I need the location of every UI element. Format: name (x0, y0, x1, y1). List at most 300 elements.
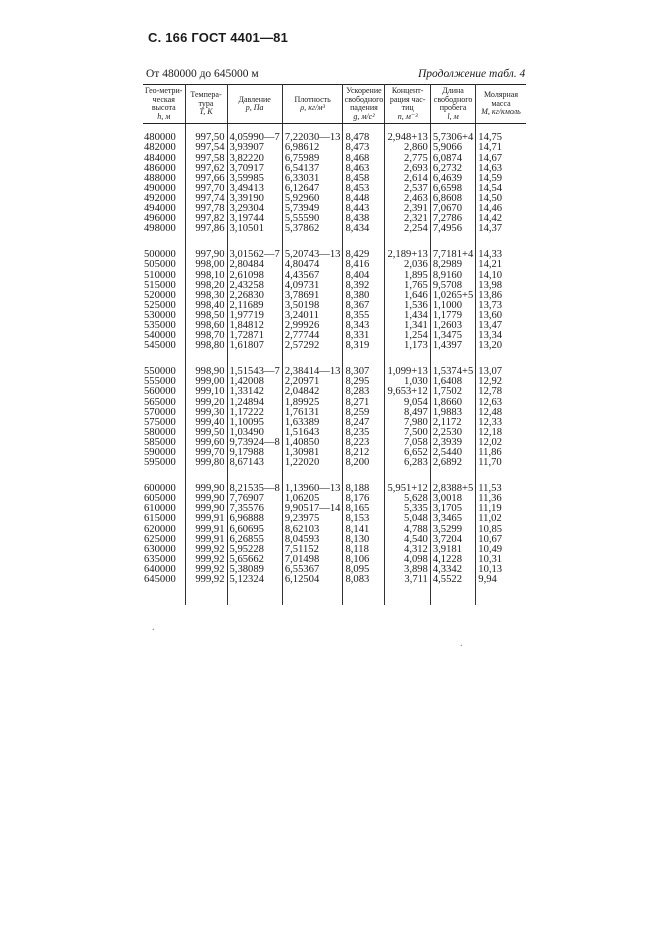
spacer-cell (143, 351, 185, 367)
cell-density: 7,01498 (282, 555, 343, 565)
cell-temperature: 999,80 (185, 458, 227, 468)
cell-pressure: 6,96888 (227, 514, 282, 524)
cell-molar-mass: 13,20 (478, 340, 503, 352)
cell-altitude: 496000 (143, 214, 185, 224)
cell-mean-free-path: 3,3465 (430, 514, 475, 524)
cell-gravity: 8,307 (343, 367, 385, 377)
header-molar-mass (476, 85, 526, 124)
cell-molar-mass: 11,86 (478, 447, 502, 458)
cell-mean-free-path: 5,9066 (430, 143, 475, 153)
cell-density: 6,54137 (282, 164, 343, 174)
cell-density: 1,76131 (282, 408, 343, 418)
cell-molar-mass: 14,46 (478, 203, 503, 215)
cell-density: 9,90517—14 (282, 504, 343, 514)
cell-concentration: 3,898 (385, 565, 430, 575)
spacer-cell (282, 234, 343, 250)
cell-temperature: 998,20 (185, 281, 227, 291)
cell-density: 5,37862 (282, 224, 343, 234)
cell-temperature: 998,80 (185, 341, 227, 351)
header-label: Давление (238, 94, 271, 104)
header-symbol: n, м⁻³ (397, 111, 418, 121)
cell-altitude: 560000 (143, 387, 185, 397)
cell-altitude: 575000 (143, 418, 185, 428)
cell-altitude: 500000 (143, 250, 185, 260)
cell-temperature: 999,91 (185, 514, 227, 524)
cell-temperature: 999,70 (185, 448, 227, 458)
spacer-cell (227, 468, 282, 484)
cell-temperature: 999,92 (185, 555, 227, 565)
cell-molar-mass: 10,67 (478, 533, 503, 545)
cell-altitude: 480000 (143, 133, 185, 143)
cell-molar-mass: 13,73 (478, 299, 503, 311)
cell-concentration: 1,646 (385, 291, 430, 301)
cell-mean-free-path: 4,1228 (430, 555, 475, 565)
spacer-cell (282, 468, 343, 484)
cell-pressure: 3,49413 (227, 184, 282, 194)
spacer-cell (185, 468, 227, 484)
cell-concentration: 2,693 (385, 164, 430, 174)
cell-gravity: 8,468 (343, 154, 385, 164)
cell-gravity: 8,295 (343, 377, 385, 387)
cell-molar-mass: 12,18 (478, 426, 503, 438)
cell-concentration: 4,540 (385, 535, 430, 545)
cell-density: 9,23975 (282, 514, 343, 524)
cell-temperature: 999,90 (185, 494, 227, 504)
cell-mean-free-path: 6,2732 (430, 164, 475, 174)
cell-altitude: 540000 (143, 331, 185, 341)
cell-molar-mass: 13,07 (478, 366, 503, 378)
cell-concentration: 9,653+12 (385, 387, 430, 397)
cell-molar-mass: 12,63 (478, 396, 503, 408)
cell-pressure: 3,10501 (227, 224, 282, 234)
header-symbol: T, К (199, 107, 213, 117)
cell-altitude: 494000 (143, 204, 185, 214)
spacer-cell (385, 585, 430, 605)
spacer-row (143, 585, 526, 605)
cell-concentration: 2,254 (385, 224, 430, 234)
cell-gravity: 8,448 (343, 194, 385, 204)
cell-pressure: 9,17988 (227, 448, 282, 458)
cell-pressure: 6,60695 (227, 525, 282, 535)
cell-concentration: 1,536 (385, 301, 430, 311)
cell-mean-free-path: 6,6598 (430, 184, 475, 194)
cell-temperature: 999,92 (185, 575, 227, 585)
cell-temperature: 997,50 (185, 133, 227, 143)
cell-temperature: 997,70 (185, 184, 227, 194)
cell-gravity: 8,331 (343, 331, 385, 341)
spacer-cell (143, 468, 185, 484)
cell-pressure: 1,72871 (227, 331, 282, 341)
altitude-range-label: От 480000 до 645000 м (146, 68, 259, 80)
cell-molar-mass: 10,49 (478, 543, 503, 555)
spacer-cell (227, 234, 282, 250)
cell-gravity: 8,478 (343, 133, 385, 143)
spacer-cell (385, 351, 430, 367)
cell-molar-mass: 12,33 (478, 416, 503, 428)
cell-molar-mass: 14,10 (478, 269, 503, 281)
cell-temperature: 998,40 (185, 301, 227, 311)
spacer-cell (476, 468, 526, 484)
cell-gravity: 8,212 (343, 448, 385, 458)
cell-altitude: 625000 (143, 535, 185, 545)
cell-pressure: 5,38089 (227, 565, 282, 575)
cell-density: 5,92960 (282, 194, 343, 204)
cell-gravity: 8,343 (343, 321, 385, 331)
cell-pressure: 1,24894 (227, 398, 282, 408)
cell-molar-mass: 11,53 (478, 483, 502, 495)
spacer-cell (185, 351, 227, 367)
cell-mean-free-path: 2,1172 (430, 418, 475, 428)
cell-density: 7,22030—13 (282, 133, 343, 143)
header-label: Длина свободного пробега (433, 86, 473, 113)
cell-concentration: 1,099+13 (385, 367, 430, 377)
cell-density: 6,98612 (282, 143, 343, 153)
cell-temperature: 997,58 (185, 154, 227, 164)
header-temperature (185, 85, 227, 124)
cell-density: 1,22020 (282, 458, 343, 468)
cell-molar-mass: 12,02 (478, 436, 503, 448)
cell-molar-mass: 9,94 (478, 574, 497, 586)
cell-concentration: 1,173 (385, 341, 430, 351)
cell-gravity: 8,443 (343, 204, 385, 214)
cell-pressure: 7,35576 (227, 504, 282, 514)
spacer-cell (430, 351, 475, 367)
spacer-row (143, 468, 526, 484)
cell-mean-free-path: 6,4639 (430, 174, 475, 184)
cell-concentration: 5,048 (385, 514, 430, 524)
cell-temperature: 997,62 (185, 164, 227, 174)
cell-altitude: 600000 (143, 484, 185, 494)
cell-mean-free-path: 1,2603 (430, 321, 475, 331)
cell-altitude: 615000 (143, 514, 185, 524)
spacer-cell (343, 585, 385, 605)
header-label: Плотность (294, 94, 331, 104)
cell-pressure: 2,43258 (227, 281, 282, 291)
cell-altitude: 482000 (143, 143, 185, 153)
cell-altitude: 555000 (143, 377, 185, 387)
cell-concentration: 2,860 (385, 143, 430, 153)
cell-mean-free-path: 9,5708 (430, 281, 475, 291)
cell-mean-free-path: 1,3475 (430, 331, 475, 341)
cell-density: 2,99926 (282, 321, 343, 331)
cell-pressure: 9,73924—8 (227, 438, 282, 448)
cell-pressure: 2,11689 (227, 301, 282, 311)
cell-pressure: 6,26855 (227, 535, 282, 545)
cell-temperature: 998,30 (185, 291, 227, 301)
cell-pressure: 1,10095 (227, 418, 282, 428)
cell-altitude: 565000 (143, 398, 185, 408)
cell-density: 2,38414—13 (282, 367, 343, 377)
spacer-cell (476, 351, 526, 367)
cell-gravity: 8,367 (343, 301, 385, 311)
cell-altitude: 488000 (143, 174, 185, 184)
header-label: Ускорение свободного падения (344, 86, 384, 113)
cell-mean-free-path: 2,5440 (430, 448, 475, 458)
cell-gravity: 8,235 (343, 428, 385, 438)
cell-concentration: 5,335 (385, 504, 430, 514)
header-altitude (143, 85, 185, 124)
cell-pressure: 1,51543—7 (227, 367, 282, 377)
cell-gravity: 8,463 (343, 164, 385, 174)
cell-mean-free-path: 3,1705 (430, 504, 475, 514)
cell-pressure: 5,12324 (227, 575, 282, 585)
cell-altitude: 520000 (143, 291, 185, 301)
cell-molar-mass: 10,85 (478, 523, 503, 535)
cell-temperature: 998,00 (185, 260, 227, 270)
cell-gravity: 8,153 (343, 514, 385, 524)
cell-mean-free-path: 1,1779 (430, 311, 475, 321)
cell-density: 1,51643 (282, 428, 343, 438)
spacer-cell (430, 585, 475, 605)
spacer-cell (185, 585, 227, 605)
cell-molar-mass: 10,13 (478, 563, 503, 575)
cell-density: 4,80474 (282, 260, 343, 270)
cell-concentration: 2,391 (385, 204, 430, 214)
cell-concentration: 5,951+12 (385, 484, 430, 494)
cell-temperature: 999,00 (185, 377, 227, 387)
cell-gravity: 8,271 (343, 398, 385, 408)
cell-density: 8,62103 (282, 525, 343, 535)
cell-pressure: 5,95228 (227, 545, 282, 555)
cell-mean-free-path: 7,0670 (430, 204, 475, 214)
cell-concentration: 7,058 (385, 438, 430, 448)
cell-density: 3,24011 (282, 311, 343, 321)
cell-density: 6,55367 (282, 565, 343, 575)
spacer-cell (343, 351, 385, 367)
table-row (143, 575, 526, 585)
cell-altitude: 585000 (143, 438, 185, 448)
header-label: Темпера-тура (190, 90, 222, 108)
cell-gravity: 8,176 (343, 494, 385, 504)
cell-gravity: 8,380 (343, 291, 385, 301)
cell-mean-free-path: 1,1000 (430, 301, 475, 311)
cell-density: 7,51152 (282, 545, 343, 555)
cell-molar-mass: 11,02 (478, 513, 502, 525)
cell-altitude: 510000 (143, 271, 185, 281)
cell-temperature: 999,92 (185, 565, 227, 575)
cell-concentration: 2,036 (385, 260, 430, 270)
cell-altitude: 580000 (143, 428, 185, 438)
cell-temperature: 999,91 (185, 525, 227, 535)
cell-pressure: 1,42008 (227, 377, 282, 387)
header-mean-free-path (430, 85, 475, 124)
cell-mean-free-path: 3,5299 (430, 525, 475, 535)
cell-mean-free-path: 3,7204 (430, 535, 475, 545)
cell-molar-mass: 10,31 (478, 553, 503, 565)
cell-concentration: 1,341 (385, 321, 430, 331)
cell-altitude: 498000 (143, 224, 185, 234)
cell-pressure: 3,59985 (227, 174, 282, 184)
table-row (143, 224, 526, 234)
cell-gravity: 8,434 (343, 224, 385, 234)
header-symbol: ρ, кг/м³ (300, 103, 325, 113)
cell-mean-free-path: 1,7502 (430, 387, 475, 397)
spacer-cell (143, 585, 185, 605)
cell-pressure: 3,19744 (227, 214, 282, 224)
cell-mean-free-path: 1,6408 (430, 377, 475, 387)
cell-density: 6,12504 (282, 575, 343, 585)
cell-altitude: 610000 (143, 504, 185, 514)
cell-pressure: 8,67143 (227, 458, 282, 468)
cell-altitude: 570000 (143, 408, 185, 418)
cell-density: 2,20971 (282, 377, 343, 387)
cell-mean-free-path: 1,0265+5 (430, 291, 475, 301)
cell-pressure: 1,03490 (227, 428, 282, 438)
cell-density: 5,55590 (282, 214, 343, 224)
cell-temperature: 998,50 (185, 311, 227, 321)
cell-concentration: 1,254 (385, 331, 430, 341)
cell-altitude: 550000 (143, 367, 185, 377)
cell-mean-free-path: 4,3342 (430, 565, 475, 575)
cell-mean-free-path: 8,9160 (430, 271, 475, 281)
cell-concentration: 2,189+13 (385, 250, 430, 260)
cell-temperature: 999,10 (185, 387, 227, 397)
cell-temperature: 997,66 (185, 174, 227, 184)
cell-molar-mass: 11,70 (478, 457, 502, 469)
spacer-cell (385, 468, 430, 484)
spacer-cell (227, 351, 282, 367)
cell-molar-mass: 14,33 (478, 249, 503, 261)
cell-gravity: 8,458 (343, 174, 385, 184)
cell-temperature: 997,86 (185, 224, 227, 234)
cell-molar-mass: 14,54 (478, 182, 503, 194)
cell-gravity: 8,429 (343, 250, 385, 260)
cell-gravity: 8,223 (343, 438, 385, 448)
cell-temperature: 999,92 (185, 545, 227, 555)
spacer-cell (430, 234, 475, 250)
cell-mean-free-path: 3,9181 (430, 545, 475, 555)
cell-gravity: 8,319 (343, 341, 385, 351)
cell-gravity: 8,106 (343, 555, 385, 565)
cell-mean-free-path: 5,7306+4 (430, 133, 475, 143)
cell-pressure: 4,05990—7 (227, 133, 282, 143)
cell-molar-mass: 14,71 (478, 142, 503, 154)
cell-density: 4,09731 (282, 281, 343, 291)
cell-density: 2,04842 (282, 387, 343, 397)
cell-pressure: 2,80484 (227, 260, 282, 270)
spacer-cell (282, 585, 343, 605)
cell-temperature: 998,10 (185, 271, 227, 281)
cell-gravity: 8,259 (343, 408, 385, 418)
cell-altitude: 515000 (143, 281, 185, 291)
cell-concentration: 1,434 (385, 311, 430, 321)
header-label: Концент-рация час-тиц (389, 86, 426, 113)
cell-pressure: 5,65662 (227, 555, 282, 565)
cell-concentration: 3,711 (385, 575, 430, 585)
cell-pressure: 3,70917 (227, 164, 282, 174)
spacer-cell (476, 585, 526, 605)
cell-gravity: 8,453 (343, 184, 385, 194)
header-label: Гео-метри-ческая высота (145, 86, 183, 113)
cell-pressure: 7,76907 (227, 494, 282, 504)
table-header-row (143, 85, 526, 124)
table-body (143, 124, 526, 605)
cell-density: 4,43567 (282, 271, 343, 281)
cell-mean-free-path: 7,7181+4 (430, 250, 475, 260)
cell-mean-free-path: 8,2989 (430, 260, 475, 270)
header-density (282, 85, 343, 124)
cell-molar-mass: 11,36 (478, 493, 502, 505)
cell-mean-free-path: 2,8388+5 (430, 484, 475, 494)
cell-pressure: 3,01562—7 (227, 250, 282, 260)
cell-concentration: 5,628 (385, 494, 430, 504)
cell-pressure: 3,39190 (227, 194, 282, 204)
spacer-cell (343, 234, 385, 250)
cell-molar-mass: 13,60 (478, 309, 503, 321)
cell-altitude: 530000 (143, 311, 185, 321)
cell-pressure: 1,17222 (227, 408, 282, 418)
cell-gravity: 8,118 (343, 545, 385, 555)
cell-molar-mass: 13,47 (478, 319, 503, 331)
cell-molar-mass: 11,19 (478, 503, 502, 515)
cell-mean-free-path: 7,4956 (430, 224, 475, 234)
cell-concentration: 2,614 (385, 174, 430, 184)
header-symbol: p, Па (245, 103, 264, 113)
cell-molar-mass: 13,86 (478, 289, 503, 301)
cell-density: 5,73949 (282, 204, 343, 214)
cell-density: 6,75989 (282, 154, 343, 164)
cell-temperature: 999,40 (185, 418, 227, 428)
cell-concentration: 4,098 (385, 555, 430, 565)
cell-concentration: 6,652 (385, 448, 430, 458)
cell-concentration: 1,895 (385, 271, 430, 281)
cell-molar-mass: 14,75 (478, 132, 503, 144)
cell-gravity: 8,247 (343, 418, 385, 428)
cell-mean-free-path: 1,5374+5 (430, 367, 475, 377)
header-symbol: h, м (157, 111, 171, 121)
cell-gravity: 8,355 (343, 311, 385, 321)
cell-mean-free-path: 3,0018 (430, 494, 475, 504)
cell-molar-mass: 14,42 (478, 213, 503, 225)
cell-concentration: 4,788 (385, 525, 430, 535)
spacer-cell (143, 234, 185, 250)
cell-mean-free-path: 7,2786 (430, 214, 475, 224)
cell-density: 1,40850 (282, 438, 343, 448)
cell-density: 6,33031 (282, 174, 343, 184)
table-row (143, 260, 526, 270)
cell-pressure: 2,61098 (227, 271, 282, 281)
cell-concentration: 4,312 (385, 545, 430, 555)
spacer-cell (282, 351, 343, 367)
cell-concentration: 1,765 (385, 281, 430, 291)
cell-gravity: 8,473 (343, 143, 385, 153)
cell-molar-mass: 13,98 (478, 279, 503, 291)
cell-density: 8,04593 (282, 535, 343, 545)
cell-molar-mass: 12,92 (478, 376, 503, 388)
cell-altitude: 535000 (143, 321, 185, 331)
cell-altitude: 492000 (143, 194, 185, 204)
cell-gravity: 8,404 (343, 271, 385, 281)
cell-altitude: 635000 (143, 555, 185, 565)
spacer-cell (185, 234, 227, 250)
cell-concentration: 2,948+13 (385, 133, 430, 143)
spacer-cell (343, 468, 385, 484)
cell-pressure: 1,61807 (227, 341, 282, 351)
cell-mean-free-path: 6,0874 (430, 154, 475, 164)
cell-density: 1,63389 (282, 418, 343, 428)
cell-gravity: 8,200 (343, 458, 385, 468)
cell-molar-mass: 12,78 (478, 386, 503, 398)
cell-concentration: 7,980 (385, 418, 430, 428)
cell-altitude: 490000 (143, 184, 185, 194)
cell-altitude: 590000 (143, 448, 185, 458)
cell-concentration: 7,500 (385, 428, 430, 438)
cell-temperature: 997,82 (185, 214, 227, 224)
cell-mean-free-path: 1,4397 (430, 341, 475, 351)
cell-molar-mass: 14,59 (478, 172, 503, 184)
cell-density: 6,12647 (282, 184, 343, 194)
header-pressure (227, 85, 282, 124)
